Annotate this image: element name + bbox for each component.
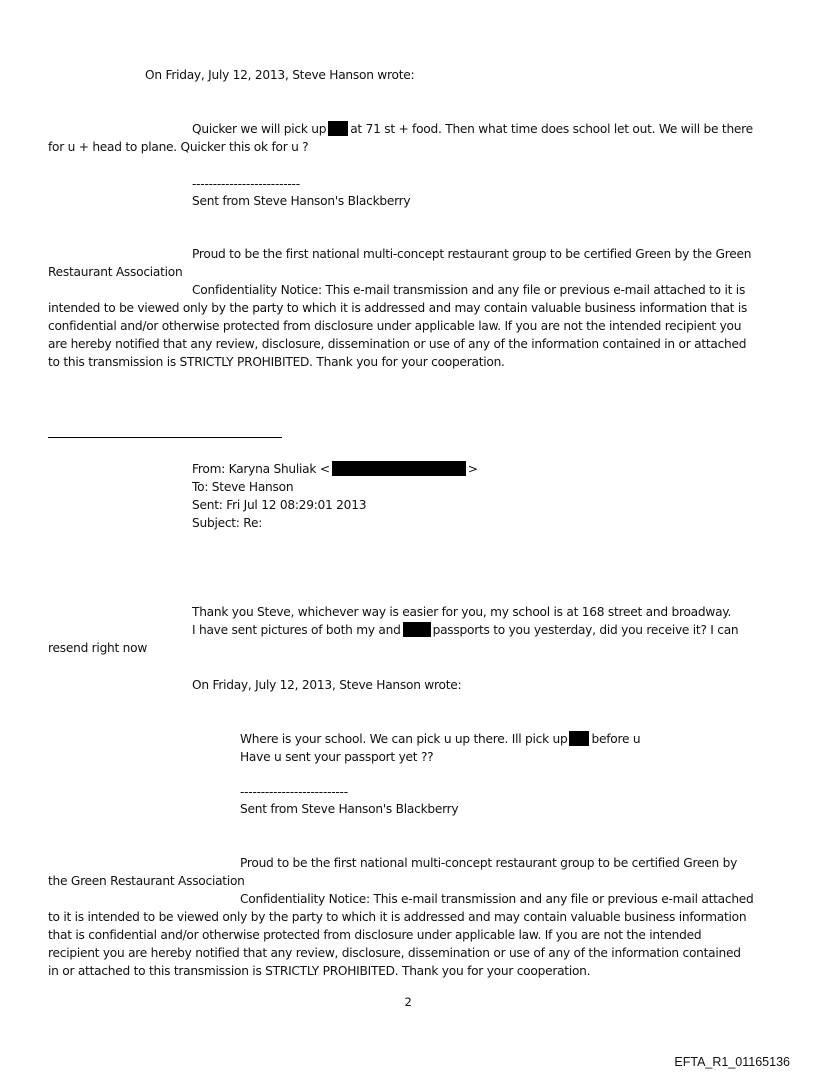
quote-header-1: On Friday, July 12, 2013, Steve Hanson wrote: bbox=[145, 68, 415, 82]
email1-confidentiality-line2: intended to be viewed only by the party to which it is addressed and may contain valuable business information that is bbox=[48, 301, 748, 315]
document-id: EFTA_R1_01165136 bbox=[674, 1055, 790, 1069]
email3-confidentiality-line3: that is confidential and/or otherwise protected from disclosure under applicable law. If you are not the intended bbox=[48, 928, 702, 942]
email3-body-text-b: before u bbox=[591, 732, 641, 746]
email2-from-prefix: From: Karyna Shuliak < bbox=[192, 462, 330, 476]
email1-body-text-a: Quicker we will pick up bbox=[192, 122, 327, 136]
quote-header-2: On Friday, July 12, 2013, Steve Hanson wrote: bbox=[192, 678, 462, 692]
email2-to: To: Steve Hanson bbox=[192, 480, 294, 494]
redaction-block bbox=[328, 121, 348, 136]
email2-body-line2 bbox=[192, 622, 738, 638]
email2-from bbox=[192, 461, 478, 477]
redaction-block bbox=[569, 731, 589, 746]
redaction-block bbox=[403, 622, 431, 637]
email1-proud-line1: Proud to be the first national multi-concept restaurant group to be certified Green by the Green bbox=[192, 247, 752, 261]
email1-signature-dashes: -------------------------- bbox=[192, 177, 300, 191]
email3-body-text-a: Where is your school. We can pick u up there. Ill pick up bbox=[240, 732, 568, 746]
separator-line bbox=[48, 437, 282, 438]
email1-confidentiality-line4: are hereby notified that any review, disclosure, dissemination or use of any of the information contained in or attached bbox=[48, 337, 747, 351]
email3-proud-line2: the Green Restaurant Association bbox=[48, 874, 245, 888]
email2-body-text-b: passports to you yesterday, did you receive it? I can bbox=[432, 623, 739, 637]
email2-sent: Sent: Fri Jul 12 08:29:01 2013 bbox=[192, 498, 367, 512]
email2-body-text-a: I have sent pictures of both my and bbox=[192, 623, 401, 637]
email3-signature-dashes: -------------------------- bbox=[240, 785, 348, 799]
email3-confidentiality-line5: in or attached to this transmission is STRICTLY PROHIBITED. Thank you for your cooperation. bbox=[48, 964, 591, 978]
email1-confidentiality-line5: to this transmission is STRICTLY PROHIBITED. Thank you for your cooperation. bbox=[48, 355, 505, 369]
email1-body-line1 bbox=[192, 121, 753, 137]
email1-body-text-b: at 71 st + food. Then what time does school let out. We will be there bbox=[350, 122, 753, 136]
email2-body-line1: Thank you Steve, whichever way is easier for you, my school is at 168 street and broadway. bbox=[192, 605, 732, 619]
email2-subject: Subject: Re: bbox=[192, 516, 263, 530]
email1-signature: Sent from Steve Hanson's Blackberry bbox=[192, 194, 411, 208]
email3-signature: Sent from Steve Hanson's Blackberry bbox=[240, 802, 459, 816]
redaction-block bbox=[332, 461, 466, 476]
page-number: 2 bbox=[404, 995, 412, 1009]
email3-confidentiality-line1: Confidentiality Notice: This e-mail transmission and any file or previous e-mail attached bbox=[240, 892, 754, 906]
email3-confidentiality-line2: to it is intended to be viewed only by the party to which it is addressed and may contain valuable business information bbox=[48, 910, 747, 924]
email1-body-line2: for u + head to plane. Quicker this ok for u ? bbox=[48, 140, 309, 154]
email3-proud-line1: Proud to be the first national multi-concept restaurant group to be certified Green by bbox=[240, 856, 738, 870]
email1-confidentiality-line1: Confidentiality Notice: This e-mail transmission and any file or previous e-mail attached to it is bbox=[192, 283, 746, 297]
email3-body-line1 bbox=[240, 731, 640, 747]
email2-from-suffix: > bbox=[467, 462, 478, 476]
email2-body-line3: resend right now bbox=[48, 641, 148, 655]
email1-confidentiality-line3: confidential and/or otherwise protected from disclosure under applicable law. If you are not the intended recipient you bbox=[48, 319, 742, 333]
email1-proud-line2: Restaurant Association bbox=[48, 265, 183, 279]
email3-body-line2: Have u sent your passport yet ?? bbox=[240, 750, 434, 764]
email3-confidentiality-line4: recipient you are hereby notified that any review, disclosure, dissemination or use of any of the information contained bbox=[48, 946, 741, 960]
